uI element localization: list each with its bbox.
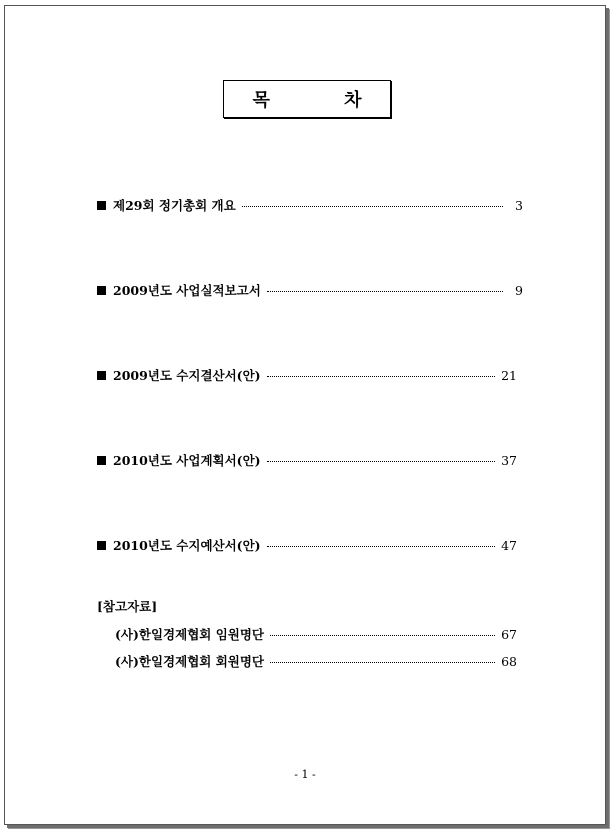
reference-entry-page: 68: [501, 654, 517, 669]
dot-leader: [267, 376, 496, 377]
toc-entry-label: 2010년도 수지예산서(안): [113, 538, 261, 553]
toc-entry-page: 37: [501, 453, 517, 468]
square-bullet-icon: [97, 371, 106, 380]
toc-entry[interactable]: [97, 451, 517, 469]
toc-entry-page: 9: [515, 283, 523, 298]
square-bullet-icon: [97, 201, 106, 210]
dot-leader: [270, 635, 495, 636]
dot-leader: [267, 546, 496, 547]
dot-leader: [270, 662, 495, 663]
dot-leader: [242, 206, 503, 207]
toc-entry[interactable]: [97, 281, 523, 299]
toc-entry[interactable]: [97, 196, 523, 214]
toc-entry-label: 2009년도 사업실적보고서: [113, 283, 261, 298]
reference-entry[interactable]: [115, 652, 517, 670]
toc-entry[interactable]: [97, 536, 517, 554]
toc-entry-label: 제29회 정기총회 개요: [113, 198, 236, 213]
reference-entry-label: (사)한일경제협회 회원명단: [115, 654, 265, 669]
toc-entry-label: 2010년도 사업계획서(안): [113, 453, 261, 468]
toc-entry-page: 21: [501, 368, 517, 383]
references-heading: [참고자료]: [97, 599, 158, 614]
toc-title-box: [223, 80, 396, 118]
reference-entry-label: (사)한일경제협회 임원명단: [115, 627, 265, 642]
reference-entry[interactable]: [115, 625, 517, 643]
dot-leader: [267, 461, 496, 462]
page-number-footer: - 1 -: [294, 768, 316, 781]
toc-entry-page: 47: [501, 538, 517, 553]
toc-title: 목 차: [252, 90, 396, 111]
toc-entry-label: 2009년도 수지결산서(안): [113, 368, 261, 383]
square-bullet-icon: [97, 286, 106, 295]
document-page: [4, 5, 606, 825]
square-bullet-icon: [97, 456, 106, 465]
toc-entry-page: 3: [515, 198, 523, 213]
reference-entry-page: 67: [501, 627, 517, 642]
dot-leader: [267, 291, 503, 292]
square-bullet-icon: [97, 541, 106, 550]
toc-entry[interactable]: [97, 366, 517, 384]
